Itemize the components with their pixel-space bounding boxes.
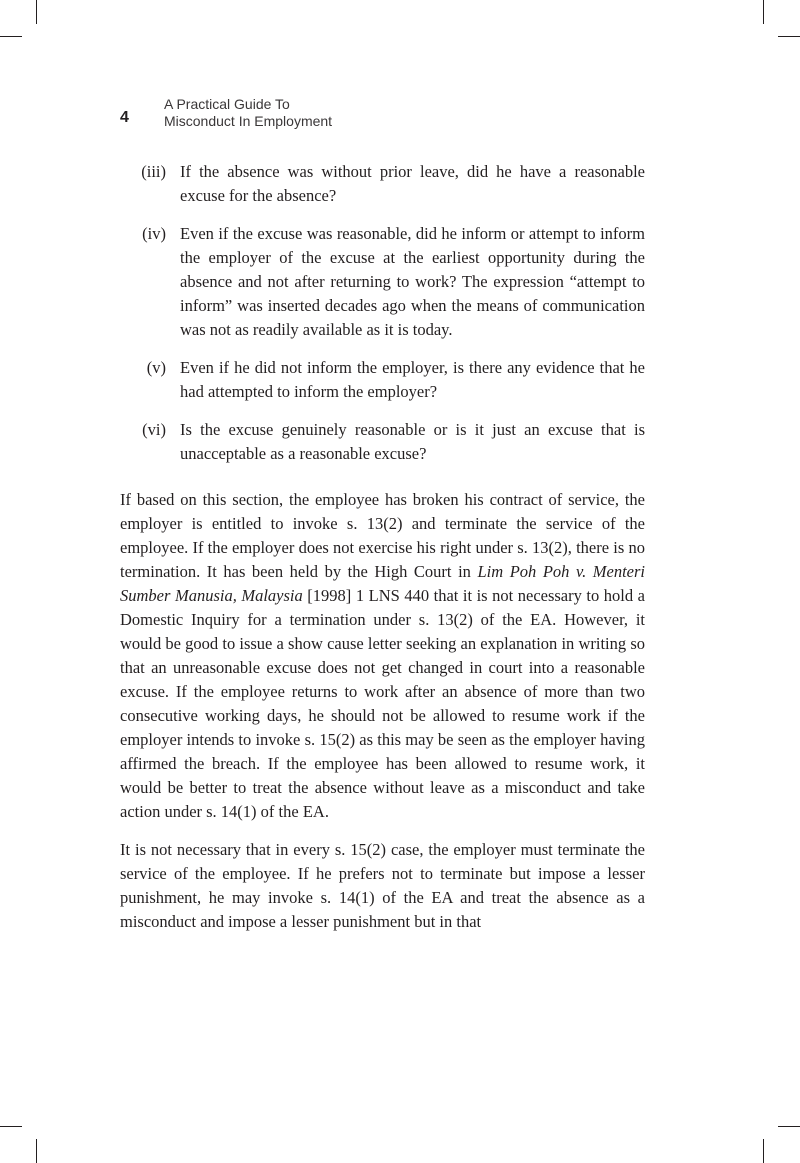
list-item-text: If the absence was without prior leave, did he have a reasonable excuse for the absence? [180,162,645,205]
list-item [120,222,645,342]
crop-mark-bottom-left [36,1139,37,1163]
page-body [120,160,645,948]
book-title-line-1: A Practical Guide To [164,96,290,112]
list-item [120,160,645,208]
list-item [120,356,645,404]
list-item-marker: (iii) [141,162,166,181]
list-item-marker: (v) [146,358,166,377]
paragraph-lesser-punishment: It is not necessary that in every s. 15(2) case, the employer must terminate the service of the employee. If he prefers not to terminate but impose a lesser punishment, he may invoke s. 14(1) of the EA and treat the absence as a misconduct and impose a lesser punishment but in that [120,840,645,931]
crop-mark-bottom-right [763,1139,764,1163]
paragraph-termination [120,488,645,824]
crop-mark-bottom-right-horizontal [778,1126,800,1127]
book-title [164,96,424,130]
paragraph-text-after-case: [1998] 1 LNS 440 that it is not necessary to hold a Domestic Inquiry for a termination under s. 13(2) of the EA. However, it would be good to issue a show cause letter seeking an explanation in writing so that an unreasonable excuse does not get changed in court into a reasonable excuse. If the employee returns to work after an absence of more than two consecutive working days, he should not be allowed to resume work if the employer intends to invoke s. 15(2) as this may be seen as the employer having affirmed the breach. If the employee has been allowed to resume work, it would be better to treat the absence without leave as a misconduct and take action under s. 14(1) of the EA. [120,586,645,821]
crop-mark-top-left [36,0,37,24]
list-item-text: Is the excuse genuinely reasonable or is it just an excuse that is unacceptable as a reasonable excuse? [180,420,645,463]
crop-mark-top-right [763,0,764,24]
crop-mark-bottom-left-horizontal [0,1126,22,1127]
list-item [120,418,645,466]
crop-mark-top-right-horizontal [778,36,800,37]
crop-mark-top-left-horizontal [0,36,22,37]
list-item-text: Even if he did not inform the employer, is there any evidence that he had attempted to inform the employer? [180,358,645,401]
paragraph-text-before-case: If based on this section, the employee has broken his contract of service, the employer is entitled to invoke s. 13(2) and terminate the service of the employee. If the employer does not exercise his right under s. 13(2), there is no termination. It has been held by the High Court in [120,490,645,581]
list-item-text: Even if the excuse was reasonable, did he inform or attempt to inform the employer of the excuse at the earliest opportunity during the absence and not after returning to work? The expression “attempt to inform” was inserted decades ago when the means of communication was not as readily available as it is today. [180,224,645,339]
list-item-marker: (iv) [142,224,166,243]
case-citation-name: Lim Poh Poh v. Menteri Sumber Manusia, Malaysia [120,562,645,605]
page-number: 4 [120,109,129,126]
book-title-line-2: Misconduct In Employment [164,113,333,129]
list-item-marker: (vi) [142,420,166,439]
